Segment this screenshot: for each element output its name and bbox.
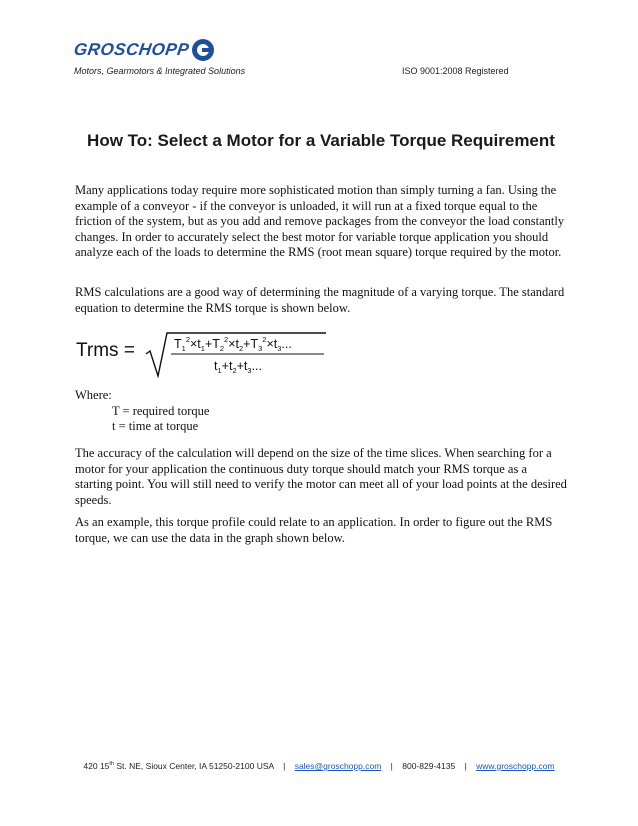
footer-separator: | — [464, 761, 467, 771]
where-label: Where: — [75, 388, 112, 402]
page-title: How To: Select a Motor for a Variable Torque Requirement — [87, 131, 555, 150]
equation-formula — [76, 330, 336, 378]
equation-denominator: $t_1+t_2+t_3$... — [214, 359, 262, 375]
rms-paragraph: RMS calculations are a good way of determining the magnitude of a varying torque. The standard equation to determine the RMS torque is shown below. — [75, 285, 565, 315]
footer-email-link[interactable]: sales@groschopp.com — [294, 761, 382, 771]
iso-registration: ISO 9001:2008 Registered — [402, 66, 509, 76]
equation-numerator: $T_1^2\times t_1+T_2^2\times t_2+T_3^2\times t_3$... — [174, 335, 292, 353]
footer-phone: 800-829-4135 — [402, 761, 456, 771]
equation-lhs: Trms = — [76, 340, 135, 361]
footer-separator: | — [283, 761, 286, 771]
footer-separator: | — [390, 761, 393, 771]
definition-time: t = time at torque — [112, 419, 199, 433]
example-paragraph: As an example, this torque profile could relate to an application. In order to figure out the RMS torque, we can use the data in the graph shown below. — [75, 515, 553, 545]
intro-paragraph: Many applications today require more sophisticated motion than simply turning a fan. Using the example of a conveyor - if the conveyor is unloaded, it will run at a fixed torque equal to the friction of the system, but as you add and remove packages from the conveyor the load constantly changes. In order to accurately select the best motor for variable torque application you should analyze each of the loads to determine the RMS (root mean square) torque required by the motor. — [75, 183, 565, 259]
definition-torque: T = required torque — [112, 403, 210, 418]
footer-address: 420 15th St. NE, Sioux Center, IA 51250-2100 USA — [83, 761, 274, 771]
footer-website-link[interactable]: www.groschopp.com — [476, 761, 555, 771]
rms-equation — [76, 330, 336, 378]
logo-wordmark: GROSCHOPP — [72, 40, 191, 59]
company-tagline: Motors, Gearmotors & Integrated Solutions — [74, 66, 246, 76]
groschopp-logo — [74, 38, 214, 62]
accuracy-paragraph: The accuracy of the calculation will depend on the size of the time slices. When searching for a motor for your application the continuous duty torque should match your RMS torque as a starting point. You will still need to verify the motor can meet all of your load points at the desired speeds. — [75, 446, 567, 507]
variable-definitions — [75, 388, 209, 435]
logo-g-icon — [192, 39, 214, 61]
page-footer — [0, 761, 638, 771]
